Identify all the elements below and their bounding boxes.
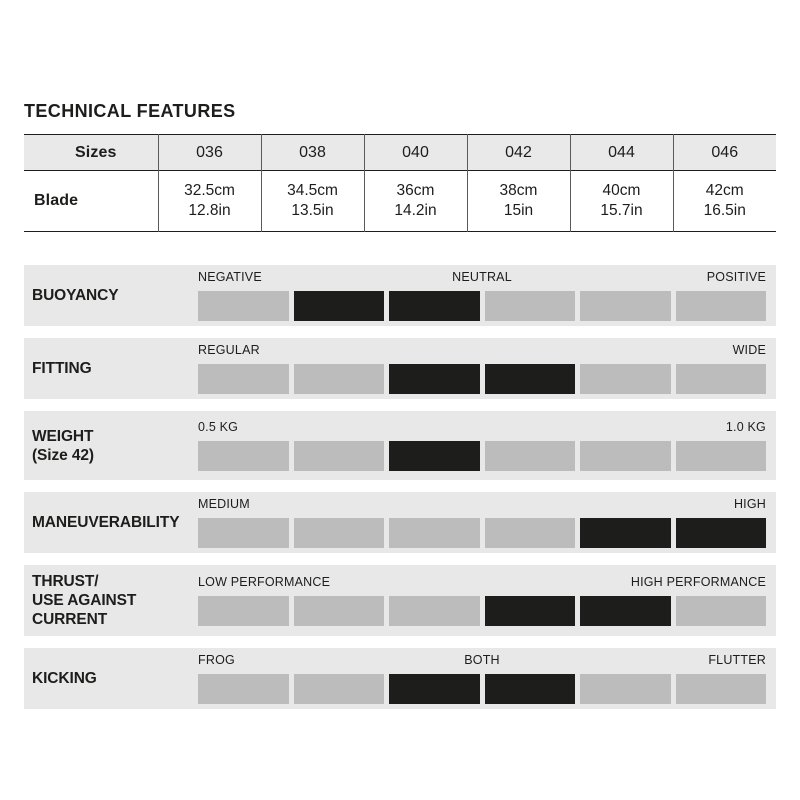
segment-track [198,596,766,626]
blade-in-value: 16.5in [703,202,746,219]
scale-label-center: NEUTRAL [452,270,512,284]
blade-cell [364,171,467,232]
segment-empty [676,364,767,394]
segment-filled [485,596,576,626]
blade-row [24,171,776,232]
segment-empty [198,518,289,548]
blade-cm-value: 34.5cm [287,182,338,199]
feature-label-line: MANEUVERABILITY [32,514,180,531]
blade-cm-value: 42cm [705,182,744,199]
blade-in-value: 14.2in [394,202,437,219]
size-column-header: 046 [673,135,776,171]
scale-label-right: 1.0 KG [725,420,766,434]
sizes-header-row [24,135,776,171]
segment-empty [294,518,385,548]
segment-empty [389,518,480,548]
feature-label [32,359,198,378]
segment-empty [198,364,289,394]
scale-label-left: NEGATIVE [198,270,262,284]
segment-filled [580,518,671,548]
scale-labels [198,575,766,592]
blade-cell [158,171,261,232]
blade-cell [261,171,364,232]
feature-label-line: WEIGHT [32,427,94,445]
segment-empty [198,441,289,471]
feature-row-buoyancy [24,265,776,326]
feature-track [198,497,766,548]
scale-label-left: FROG [198,653,235,667]
blade-cell [570,171,673,232]
feature-label-line: BUOYANCY [32,287,119,304]
size-column-header: 040 [364,135,467,171]
segment-filled [389,364,480,394]
scale-labels [198,343,766,360]
blade-cm-value: 36cm [396,182,435,199]
segment-empty [294,596,385,626]
segment-empty [580,364,671,394]
segment-track [198,364,766,394]
blade-row-label: Blade [34,192,79,209]
segment-track [198,441,766,471]
blade-in-value: 15in [503,202,534,219]
feature-label-line: USE AGAINST [32,592,137,609]
feature-label [32,669,198,688]
segment-track [198,518,766,548]
segment-empty [676,596,767,626]
segment-empty [580,674,671,704]
scale-label-right: FLUTTER [708,653,766,667]
size-table [24,134,776,232]
segment-track [198,291,766,321]
segment-empty [676,291,767,321]
segment-empty [294,674,385,704]
feature-row-fitting [24,338,776,399]
segment-filled [389,291,480,321]
blade-cm-value: 32.5cm [184,182,235,199]
scale-label-left: LOW PERFORMANCE [198,575,331,589]
segment-empty [198,291,289,321]
segment-empty [389,596,480,626]
size-column-header: 044 [570,135,673,171]
feature-label [32,572,198,629]
feature-row-thrust-use-against-current [24,565,776,636]
feature-row-weight [24,411,776,480]
scale-labels [198,653,766,670]
scale-label-right: HIGH PERFORMANCE [630,575,766,589]
segment-empty [580,441,671,471]
blade-cell [673,171,776,232]
blade-in-value: 13.5in [291,202,334,219]
feature-ratings [24,265,776,709]
feature-label-line: (Size 42) [32,446,94,464]
feature-label-line: CURRENT [32,611,108,628]
scale-label-center: BOTH [464,653,500,667]
feature-row-kicking [24,648,776,709]
feature-track [198,653,766,704]
blade-in-value: 12.8in [188,202,231,219]
segment-empty [580,291,671,321]
segment-filled [389,674,480,704]
segment-filled [294,291,385,321]
segment-filled [485,674,576,704]
feature-label-line: KICKING [32,670,97,687]
feature-label [32,427,198,465]
feature-row-maneuverability [24,492,776,553]
sizes-header-cell: Sizes [75,143,117,161]
scale-label-left: 0.5 KG [198,420,239,434]
segment-empty [676,441,767,471]
feature-track [198,575,766,626]
scale-label-right: WIDE [732,343,766,357]
segment-filled [580,596,671,626]
feature-label [32,513,198,532]
scale-label-left: MEDIUM [198,497,250,511]
segment-filled [485,364,576,394]
feature-track [198,420,766,471]
size-column-header: 042 [467,135,570,171]
blade-cm-value: 40cm [602,182,641,199]
blade-in-value: 15.7in [600,202,643,219]
scale-labels [198,270,766,287]
blade-cell [467,171,570,232]
feature-track [198,270,766,321]
scale-label-left: REGULAR [198,343,260,357]
scale-labels [198,420,766,437]
segment-empty [198,596,289,626]
blade-cm-value: 38cm [499,182,538,199]
segment-filled [676,518,767,548]
feature-track [198,343,766,394]
scale-label-right: POSITIVE [706,270,766,284]
feature-label-line: FITTING [32,360,92,377]
feature-label [32,286,198,305]
segment-track [198,674,766,704]
scale-label-right: HIGH [733,497,766,511]
segment-filled [389,441,480,471]
segment-empty [676,674,767,704]
page-title: TECHNICAL FEATURES [24,101,236,121]
size-column-header: 038 [261,135,364,171]
segment-empty [485,518,576,548]
segment-empty [294,364,385,394]
segment-empty [485,291,576,321]
segment-empty [294,441,385,471]
segment-empty [198,674,289,704]
feature-label-line: THRUST/ [32,573,99,590]
segment-empty [485,441,576,471]
size-column-header: 036 [158,135,261,171]
scale-labels [198,497,766,514]
